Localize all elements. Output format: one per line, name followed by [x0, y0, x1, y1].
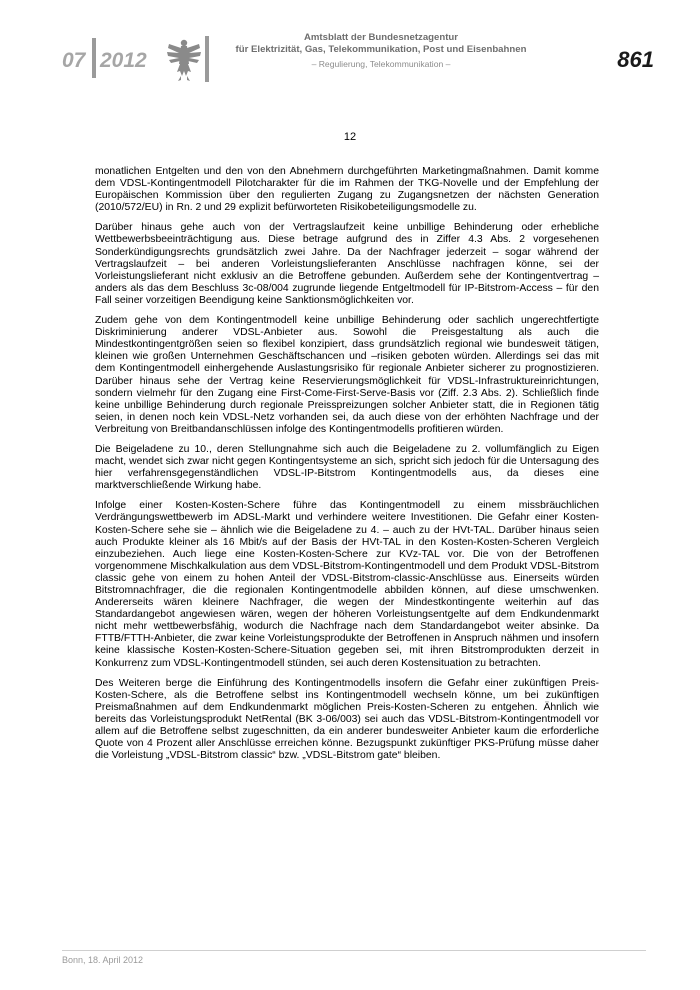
gazette-subtitle: – Regulierung, Telekommunikation –	[311, 59, 451, 69]
footer-place-date: Bonn, 18. April 2012	[62, 955, 144, 965]
paragraph: Des Weiteren berge die Einführung des Kontingentmodells insofern die Gefahr einer zukünftigen Preis-Kosten-Schere, als die Betroffene selbst ins Kontingentmodell wechseln könne, um bei zukünftigen Preismaßnahmen auf dem Endkundenmarkt möglichen Preis-Kosten-Scheren zu entgehen. Ähnlich wie bereits das Vorleistungsprodukt NetRental (BK 3-06/003) sei auch das VDSL-Bitstrom-Kontingentmodell vor allem auf die Betroffene selbst zugeschnitten, da ein anderer bundesweiter Anbieter kaum die erforderliche Quote von 4 Prozent aller Anschlüsse erreichen könne. Bezugspunkt zukünftiger PKS-Prüfung müsse daher die Vorleistung „VDSL-Bitstrom classic“ bzw. „VDSL-Bitstrom gate“ bleiben.	[95, 677, 599, 762]
issue-number: 07	[62, 49, 86, 72]
footer-divider	[62, 950, 646, 951]
paragraph: Infolge einer Kosten-Kosten-Schere führe das Kontingentmodell zu einem missbräuchlichen Verdrängungswettbewerb im ADSL-Markt und verhindere weitere Investitionen. Die Gefahr einer Kosten-Kosten-Schere sehe sie – ähnlich wie die Beigeladene zu 4. – auch zu der HVt-TAL. Darüber hinaus seien auch Produkte kleiner als 16 Mbit/s auf der Basis der HVt-TAL in den Kosten-Kosten-Scheren Vergleich einzubeziehen. Auch liege eine Kosten-Kosten-Schere zur KVz-TAL vor. Die von der Betroffenen vorgenommene Mischkalkulation aus dem VDSL-Bitstrom-Kontingentmodell und dem Produkt VDSL-Bitstrom classic gehe von einem zu hohen Anteil der VDSL-Bitstrom-classic-Anschlüsse aus. Einerseits würden Bitstromnachfrager, die die regionalen Kontingentmodelle abbilden können, auf diese umschwenken. Andererseits wären kleinere Nachfrager, die wegen der Mindestkontingente weiterhin auf das Standardangebot angewiesen wären, wegen der höheren Vorleistungsentgelte auf dem Endkundenmarkt nicht mehr wettbewerbsfähig, wodurch die Nachfrage nach dem Standardangebot weiter absinke. Da FTTB/FTTH-Anbieter, die zwar keine Vorleistungsprodukte der Betroffenen in Anspruch nähmen und insofern keine klassische Kosten-Kosten-Schere-Situation gegeben sei, mit ihren Bitstromprodukten derzeit in Konkurrenz zum VDSL-Kontingentmodell stünden, sei auch deren Kostensituation zu betrachten.	[95, 500, 599, 669]
federal-eagle-icon	[166, 34, 202, 82]
header-divider	[92, 38, 96, 78]
gazette-title-line2: für Elektrizität, Gas, Telekommunikation, Post und Eisenbahnen	[235, 44, 527, 55]
issue-year: 2012	[100, 49, 147, 72]
paragraph: Die Beigeladene zu 10., deren Stellungnahme sich auch die Beigeladene zu 2. vollumfänglich zu Eigen macht, wendet sich zwar nicht gegen Kontingentsysteme an sich, spricht sich jedoch für die Untersagung des hier verfahrensgegenständlichen VDSL-IP-Bitstrom Kontingentmodells aus, da dieses eine marktverschließende Wirkung habe.	[95, 443, 599, 492]
document-body	[95, 166, 599, 770]
paragraph: Darüber hinaus gehe auch von der Vertragslaufzeit keine unbillige Behinderung oder erhebliche Wettbewerbsbeeinträchtigung aus. Diese betrage aufgrund des in Ziffer 4.3 Abs. 2 vorgesehenen Sonderkündigungsrechts grundsätzlich zwei Jahre. Da der Nachfrager jederzeit – sogar während der Vertragslaufzeit – bei anderen Vorleistungslieferanten Anschlüsse nachfragen könne, sei der Vorleistungslieferant nicht exklusiv an die Betroffene gebunden. Außerdem sehe der Kontingentvertrag – anders als das dem Beschluss 3c-08/004 zugrunde liegende Entgeltmodell für IP-Bitstrom-Access – für den Fall seiner vorzeitigen Beendigung keine Sanktionsmöglichkeiten vor.	[95, 222, 599, 306]
gazette-title-line1: Amtsblatt der Bundesnetzagentur	[303, 32, 459, 43]
gazette-title	[226, 32, 536, 56]
paragraph: monatlichen Entgelten und den von den Abnehmern durchgeführten Marketingmaßnahmen. Damit komme dem VDSL-Kontingentmodell Pilotcharakter für die im Rahmen der TKG-Novelle und der Empfehlung der Europäischen Kommission über den regulierten Zugang zu Zugangsnetzen der nächsten Generation (2010/572/EU) in Rn. 2 und 29 explizit befürworteten Risikobeteiligungsmodelle zu.	[95, 166, 599, 214]
header-divider-right	[205, 36, 209, 82]
document-page-marker: 12	[343, 131, 357, 143]
page-number: 861	[617, 47, 654, 72]
paragraph: Zudem gehe von dem Kontingentmodell keine unbillige Behinderung oder sachlich ungerechtfertigte Diskriminierung anderer VDSL-Anbieter aus. Sowohl die Preisgestaltung als auch die Mindestkontingentgrößen seien so flexibel konzipiert, dass grundsätzlich regional wie bundesweit tätigen, kleinen wie großen Unternehmen Geschäftschancen und –risiken geboten würden. Allerdings sei das mit dem Kontingentmodell einhergehende Auslastungsrisiko für regionale Anbieter sicherer zu prognostizieren. Darüber hinaus sehe der Vertrag keine Reservierungsmöglichkeit für VDSL-Infrastruktureinrichtungen, sondern vielmehr für den Zugang eine First-Come-First-Serve-Basis vor (Ziff. 2.3 Abs. 2). Schließlich finde keine unbillige Behinderung durch regionale Preisspreizungen solcher Anbieter statt, die in Regionen tätig seien, in denen noch kein VDSL-Netz vorhanden sei, da auch diese von der erhöhten Nachfrage und der Verbreitung von Breitbandanschlüssen infolge des Kontingentmodells profitieren würden.	[95, 315, 599, 435]
